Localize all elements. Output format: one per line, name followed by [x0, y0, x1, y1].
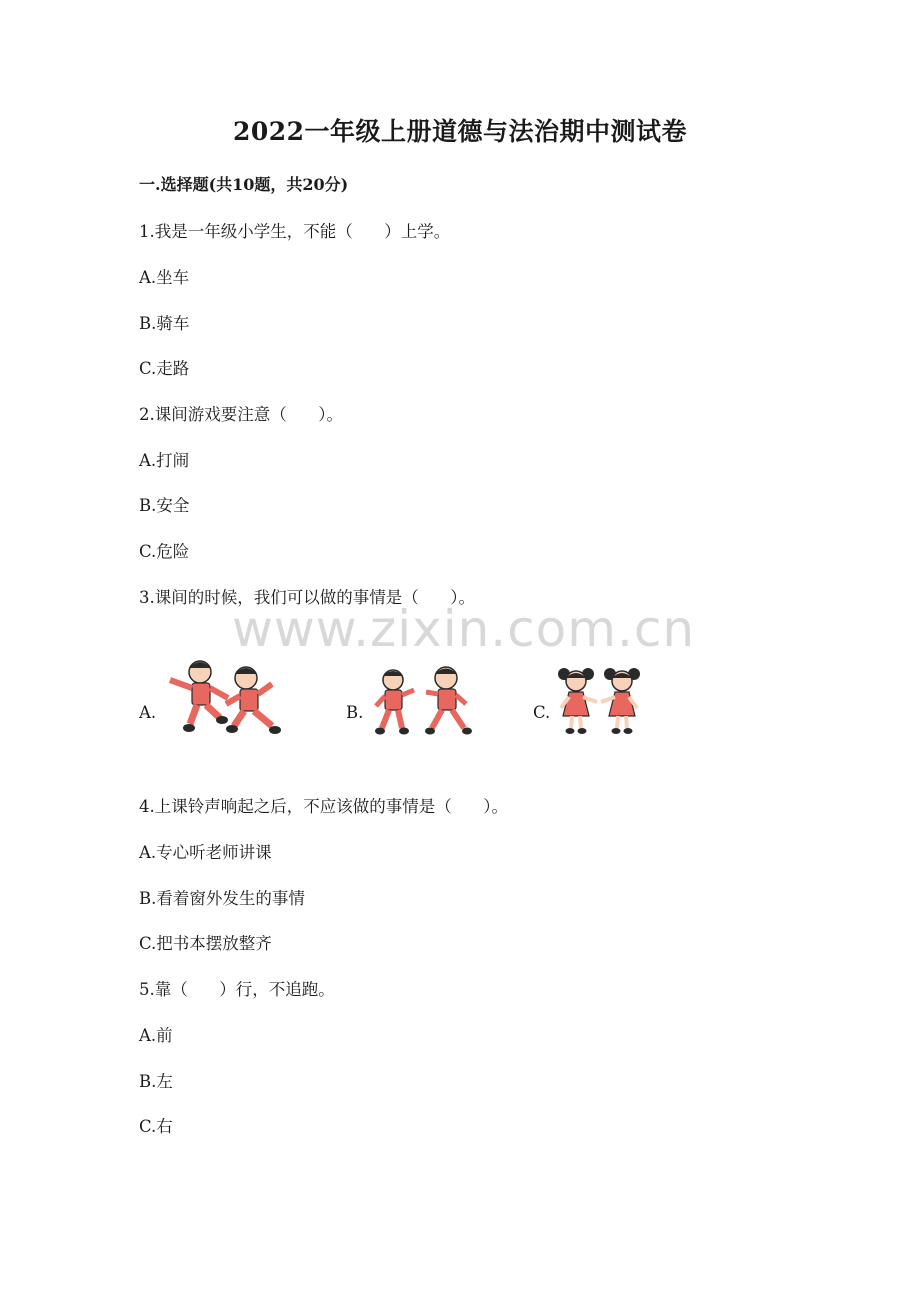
- question-2-option-c: C.危险: [139, 542, 190, 561]
- question-3-stem: 3.课间的时候，我们可以做的事情是（ ）。: [139, 588, 475, 607]
- question-1-option-c: C.走路: [139, 359, 190, 378]
- girls-holding-hands-illustration: [555, 664, 643, 738]
- question-2-option-a: A.打闹: [139, 451, 190, 470]
- question-3-option-a-label: A.: [139, 703, 157, 722]
- question-2-stem: 2.课间游戏要注意（ ）。: [139, 405, 343, 424]
- question-1-option-a: A.坐车: [139, 268, 190, 287]
- section-heading: 一.选择题(共10题，共20分): [139, 175, 349, 194]
- question-5-option-b: B.左: [139, 1072, 173, 1091]
- arguing-boys-illustration: [368, 664, 476, 738]
- question-1-option-b: B.骑车: [139, 314, 190, 333]
- fighting-boys-illustration: [162, 656, 286, 738]
- question-5-option-a: A.前: [139, 1026, 173, 1045]
- question-4-option-b: B.看着窗外发生的事情: [139, 889, 305, 908]
- question-3-option-b-label: B.: [346, 703, 364, 722]
- question-3-option-c-label: C.: [533, 703, 551, 722]
- question-4-option-a: A.专心听老师讲课: [139, 843, 272, 862]
- watermark: www.zixin.com.cn: [232, 600, 696, 658]
- question-5-stem: 5.靠（ ）行，不追跑。: [139, 980, 335, 999]
- question-1-stem: 1.我是一年级小学生，不能（ ）上学。: [139, 222, 451, 241]
- page-title: 2022一年级上册道德与法治期中测试卷: [232, 117, 688, 146]
- question-2-option-b: B.安全: [139, 496, 190, 515]
- question-5-option-c: C.右: [139, 1117, 173, 1136]
- question-4-option-c: C.把书本摆放整齐: [139, 934, 272, 953]
- question-4-stem: 4.上课铃声响起之后，不应该做的事情是（ ）。: [139, 797, 508, 816]
